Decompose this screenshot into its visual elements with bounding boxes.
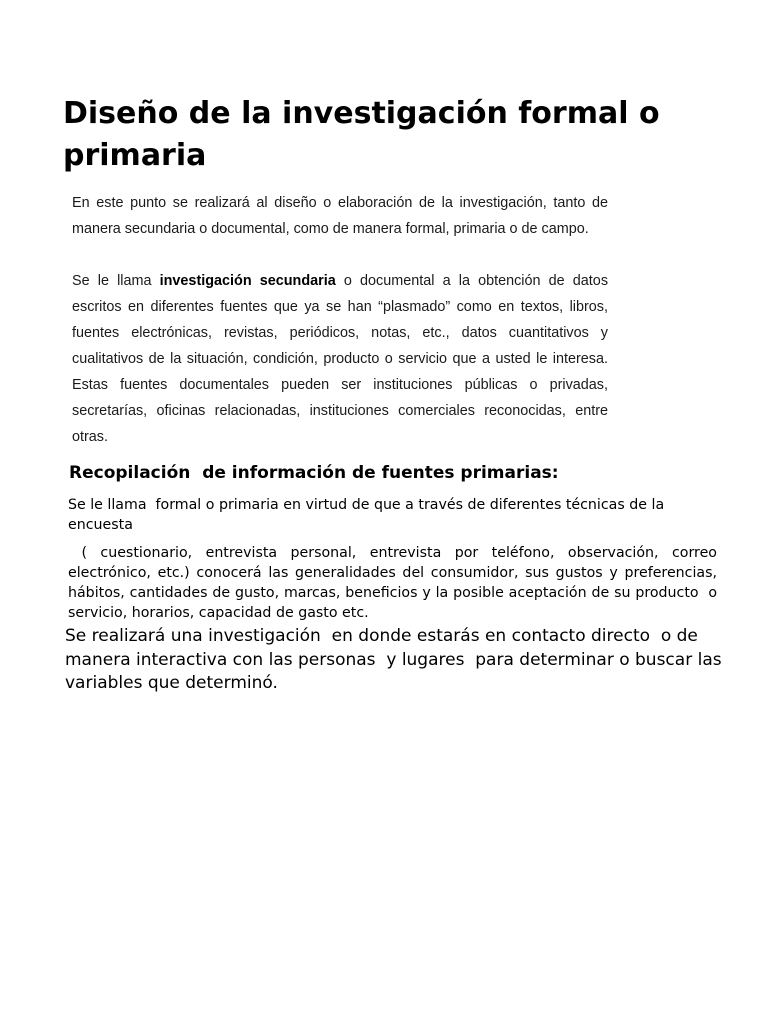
primary-contact-paragraph: Se realizará una investigación en donde estarás en contacto directo o de manera interactiva con las personas y lugares para determinar o buscar las variables que determinó. bbox=[65, 626, 727, 693]
primary-techniques-paragraph: ( cuestionario, entrevista personal, entrevista por teléfono, observación, correo electrónico, etc.) conocerá las generalidades del consumidor, sus gustos y preferencias, hábitos, cantidades de gusto, marcas, beneficios y la posible aceptación de su producto o servicio, horarios, capacidad de gasto etc. bbox=[68, 545, 722, 621]
scan-secondary-term: investigación secundaria bbox=[159, 273, 336, 289]
scan-intro-paragraph: En este punto se realizará al diseño o elaboración de la investigación, tanto de manera secundaria o documental, como de manera formal, primaria o de campo. bbox=[72, 195, 608, 237]
primary-definition-paragraph: Se le llama formal o primaria en virtud de que a través de diferentes técnicas de la encuesta bbox=[68, 497, 669, 533]
scan-secondary-prefix: Se le llama bbox=[72, 273, 160, 289]
scanned-excerpt bbox=[72, 190, 608, 450]
scan-secondary-rest: o documental a la obtención de datos escritos en diferentes fuentes que ya se han “plasmado” como en textos, libros, fuentes electrónicas, revistas, periódicos, notas, etc., datos cuantitativos y cualitativos de la situación, condición, producto o servicio que a usted le interesa. Estas fuentes documentales pueden ser instituciones públicas o privadas, secretarías, oficinas relacionadas, instituciones comerciales reconocidas, entre otras. bbox=[72, 273, 609, 445]
document-title: Diseño de la investigación formal o primaria bbox=[63, 96, 660, 173]
scan-secondary-paragraph bbox=[72, 268, 608, 450]
section-subtitle: Recopilación de información de fuentes primarias: bbox=[69, 463, 559, 483]
